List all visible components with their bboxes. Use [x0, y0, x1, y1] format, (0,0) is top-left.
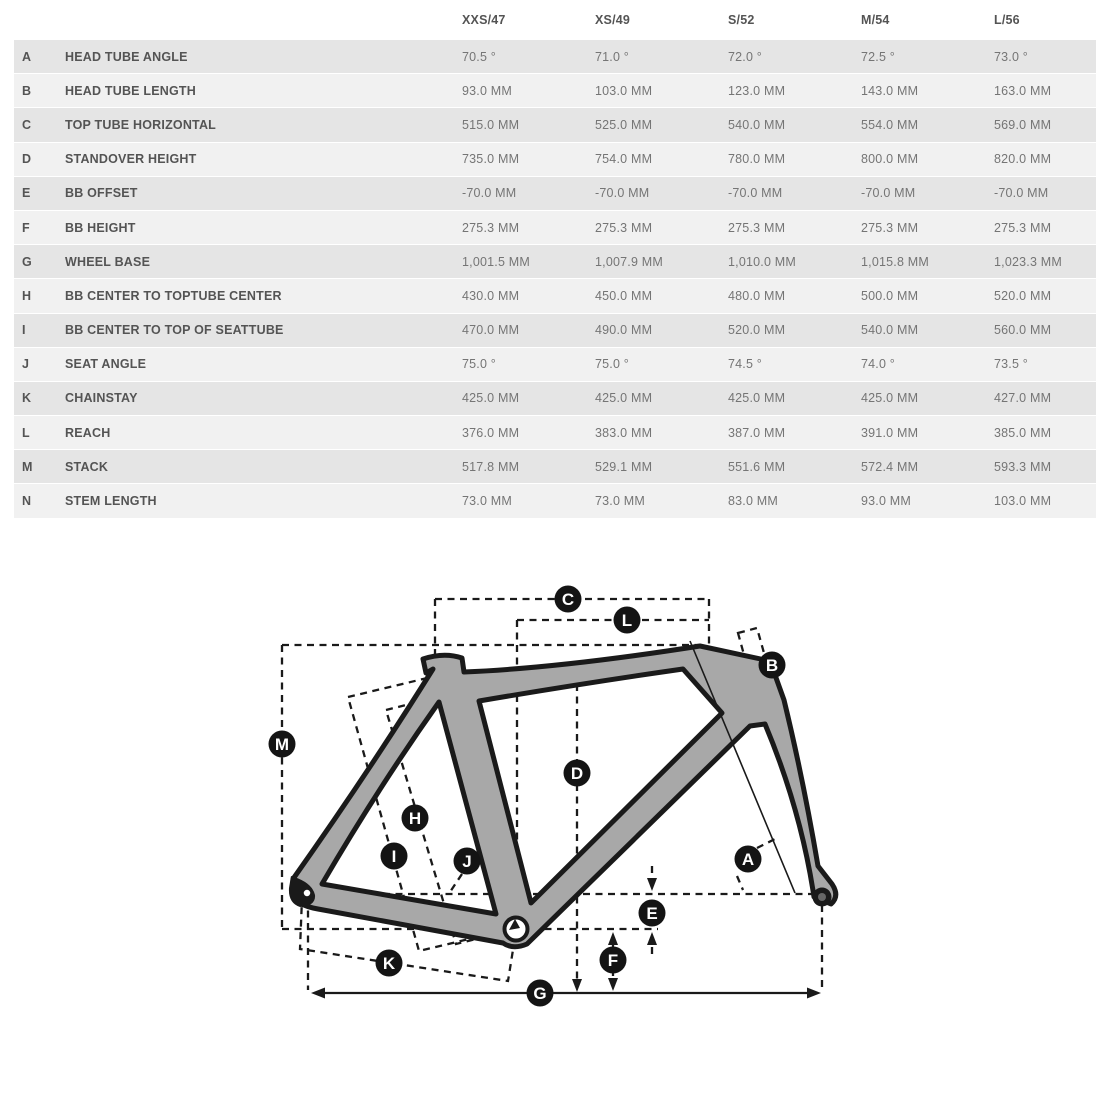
badge-j: [454, 847, 481, 874]
row-value: 83.0 MM: [728, 494, 779, 509]
row-value: -70.0 MM: [861, 186, 916, 201]
row-value: 425.0 MM: [462, 391, 520, 406]
svg-text:A: A: [741, 849, 755, 869]
bb-offset-arrow-down: [647, 878, 657, 891]
row-value: 517.8 MM: [462, 459, 520, 474]
geometry-table: [14, 0, 1096, 519]
row-value: 430.0 MM: [462, 288, 520, 303]
row-value: 515.0 MM: [462, 117, 520, 132]
bike-frame: [289, 641, 836, 947]
row-value: 75.0 °: [462, 357, 497, 372]
row-name: WHEEL BASE: [65, 254, 151, 269]
row-value: 560.0 MM: [994, 323, 1052, 338]
row-letter: K: [22, 391, 32, 406]
row-value: 551.6 MM: [728, 459, 786, 474]
column-header: S/52: [728, 13, 755, 27]
row-value: 73.0 MM: [595, 494, 646, 509]
table-row: [14, 40, 1096, 74]
row-value: 143.0 MM: [861, 83, 919, 98]
row-value: 275.3 MM: [462, 220, 520, 235]
row-name: BB CENTER TO TOPTUBE CENTER: [65, 288, 282, 303]
table-row: [14, 279, 1096, 313]
row-letter: E: [22, 186, 31, 201]
frame-geometry-diagram: [0, 519, 1110, 1115]
table-row: [14, 211, 1096, 245]
row-value: 450.0 MM: [595, 288, 653, 303]
row-value: 103.0 MM: [595, 83, 653, 98]
svg-text:H: H: [408, 808, 422, 828]
badge-g: [527, 979, 554, 1006]
row-name: CHAINSTAY: [65, 391, 138, 406]
table-row: [14, 450, 1096, 484]
row-name: REACH: [65, 425, 111, 440]
svg-text:M: M: [274, 734, 290, 754]
badge-a: [735, 845, 762, 872]
row-value: 480.0 MM: [728, 288, 786, 303]
row-value: 425.0 MM: [861, 391, 919, 406]
row-name: STEM LENGTH: [65, 494, 157, 509]
column-header: XXS/47: [462, 13, 506, 27]
row-value: 93.0 MM: [861, 494, 912, 509]
row-value: 540.0 MM: [728, 117, 786, 132]
row-value: 376.0 MM: [462, 425, 520, 440]
svg-text:K: K: [382, 953, 396, 973]
row-name: STACK: [65, 459, 109, 474]
badge-m: [269, 730, 296, 757]
row-value: 385.0 MM: [994, 425, 1052, 440]
row-value: 70.5 °: [462, 49, 497, 64]
row-value: 383.0 MM: [595, 425, 653, 440]
row-letter: D: [22, 152, 32, 167]
seat-angle-tick: [450, 874, 462, 892]
row-name: TOP TUBE HORIZONTAL: [65, 117, 217, 132]
table-row: [14, 314, 1096, 348]
row-value: 275.3 MM: [861, 220, 919, 235]
row-value: 74.0 °: [861, 357, 896, 372]
bb-height-arrow-down: [608, 978, 618, 991]
row-letter: C: [22, 117, 32, 132]
row-value: 490.0 MM: [595, 323, 653, 338]
column-header: L/56: [994, 13, 1020, 27]
table-row: [14, 382, 1096, 416]
row-letter: B: [22, 83, 32, 98]
row-value: 74.5 °: [728, 357, 763, 372]
standover-arrow-down: [572, 979, 582, 992]
table-row: [14, 108, 1096, 142]
front-axle-center: [818, 893, 826, 901]
svg-text:J: J: [462, 851, 472, 871]
row-value: 554.0 MM: [861, 117, 919, 132]
row-value: 72.0 °: [728, 49, 763, 64]
badge-i: [381, 842, 408, 869]
bb-height-arrow-up: [608, 932, 618, 945]
row-value: 735.0 MM: [462, 152, 520, 167]
row-letter: L: [22, 425, 30, 440]
rear-axle: [303, 888, 312, 897]
row-letter: A: [22, 49, 32, 64]
row-letter: M: [22, 459, 33, 474]
row-value: 1,001.5 MM: [462, 254, 531, 269]
column-header: XS/49: [595, 13, 631, 27]
table-row: [14, 348, 1096, 382]
row-value: 72.5 °: [861, 49, 896, 64]
svg-text:F: F: [607, 950, 619, 970]
svg-text:C: C: [561, 589, 575, 609]
row-value: 754.0 MM: [595, 152, 653, 167]
row-value: 1,015.8 MM: [861, 254, 930, 269]
table-row: [14, 177, 1096, 211]
badge-f: [600, 946, 627, 973]
row-value: 275.3 MM: [994, 220, 1052, 235]
svg-text:L: L: [621, 610, 633, 630]
row-letter: N: [22, 494, 32, 509]
wheelbase-arrow-right: [807, 987, 821, 998]
row-name: HEAD TUBE LENGTH: [65, 83, 196, 98]
row-letter: F: [22, 220, 30, 235]
svg-text:D: D: [570, 763, 584, 783]
head-angle-tick-lower: [737, 876, 743, 890]
badge-d: [564, 759, 591, 786]
table-header-row: [14, 0, 1096, 40]
row-name: SEAT ANGLE: [65, 357, 147, 372]
row-value: 1,007.9 MM: [595, 254, 664, 269]
row-letter: G: [22, 254, 32, 269]
row-value: 529.1 MM: [595, 459, 653, 474]
badge-l: [614, 606, 641, 633]
row-name: HEAD TUBE ANGLE: [65, 49, 188, 64]
row-letter: J: [22, 357, 30, 372]
row-value: 391.0 MM: [861, 425, 919, 440]
table-row: [14, 416, 1096, 450]
row-value: 800.0 MM: [861, 152, 919, 167]
row-value: 1,010.0 MM: [728, 254, 797, 269]
svg-text:G: G: [533, 983, 547, 1003]
svg-text:E: E: [646, 903, 658, 923]
row-value: 427.0 MM: [994, 391, 1052, 406]
column-header: M/54: [861, 13, 890, 27]
row-value: -70.0 MM: [462, 186, 517, 201]
row-value: 103.0 MM: [994, 494, 1052, 509]
row-name: BB CENTER TO TOP OF SEATTUBE: [65, 323, 284, 338]
badge-b: [759, 651, 786, 678]
badge-c: [555, 585, 582, 612]
row-value: 425.0 MM: [728, 391, 786, 406]
row-value: 500.0 MM: [861, 288, 919, 303]
row-name: STANDOVER HEIGHT: [65, 152, 197, 167]
table-row: [14, 143, 1096, 177]
badge-k: [376, 949, 403, 976]
table-row: [14, 245, 1096, 279]
row-value: 569.0 MM: [994, 117, 1052, 132]
row-value: -70.0 MM: [595, 186, 650, 201]
row-value: 520.0 MM: [994, 288, 1052, 303]
row-value: 275.3 MM: [595, 220, 653, 235]
row-value: 71.0 °: [595, 49, 630, 64]
row-value: 275.3 MM: [728, 220, 786, 235]
wheelbase-arrow-left: [311, 987, 325, 998]
row-value: 525.0 MM: [595, 117, 653, 132]
row-value: 572.4 MM: [861, 459, 919, 474]
bb-offset-arrow-up: [647, 932, 657, 945]
row-value: -70.0 MM: [728, 186, 783, 201]
row-value: 73.0 °: [994, 49, 1029, 64]
row-value: 93.0 MM: [462, 83, 513, 98]
row-value: 387.0 MM: [728, 425, 786, 440]
svg-text:I: I: [391, 846, 397, 866]
row-value: 540.0 MM: [861, 323, 919, 338]
row-value: 163.0 MM: [994, 83, 1052, 98]
badge-h: [402, 804, 429, 831]
row-value: 780.0 MM: [728, 152, 786, 167]
table-row: [14, 74, 1096, 108]
badge-e: [639, 899, 666, 926]
row-value: 73.0 MM: [462, 494, 513, 509]
row-letter: H: [22, 288, 32, 303]
row-letter: I: [22, 323, 26, 338]
row-value: 75.0 °: [595, 357, 630, 372]
table-row: [14, 484, 1096, 518]
row-value: 593.3 MM: [994, 459, 1052, 474]
row-value: 470.0 MM: [462, 323, 520, 338]
row-value: 520.0 MM: [728, 323, 786, 338]
row-name: BB OFFSET: [65, 186, 138, 201]
row-value: 820.0 MM: [994, 152, 1052, 167]
row-value: 1,023.3 MM: [994, 254, 1063, 269]
row-value: -70.0 MM: [994, 186, 1049, 201]
svg-text:B: B: [765, 655, 779, 675]
row-value: 123.0 MM: [728, 83, 786, 98]
row-name: BB HEIGHT: [65, 220, 136, 235]
row-value: 425.0 MM: [595, 391, 653, 406]
row-value: 73.5 °: [994, 357, 1029, 372]
